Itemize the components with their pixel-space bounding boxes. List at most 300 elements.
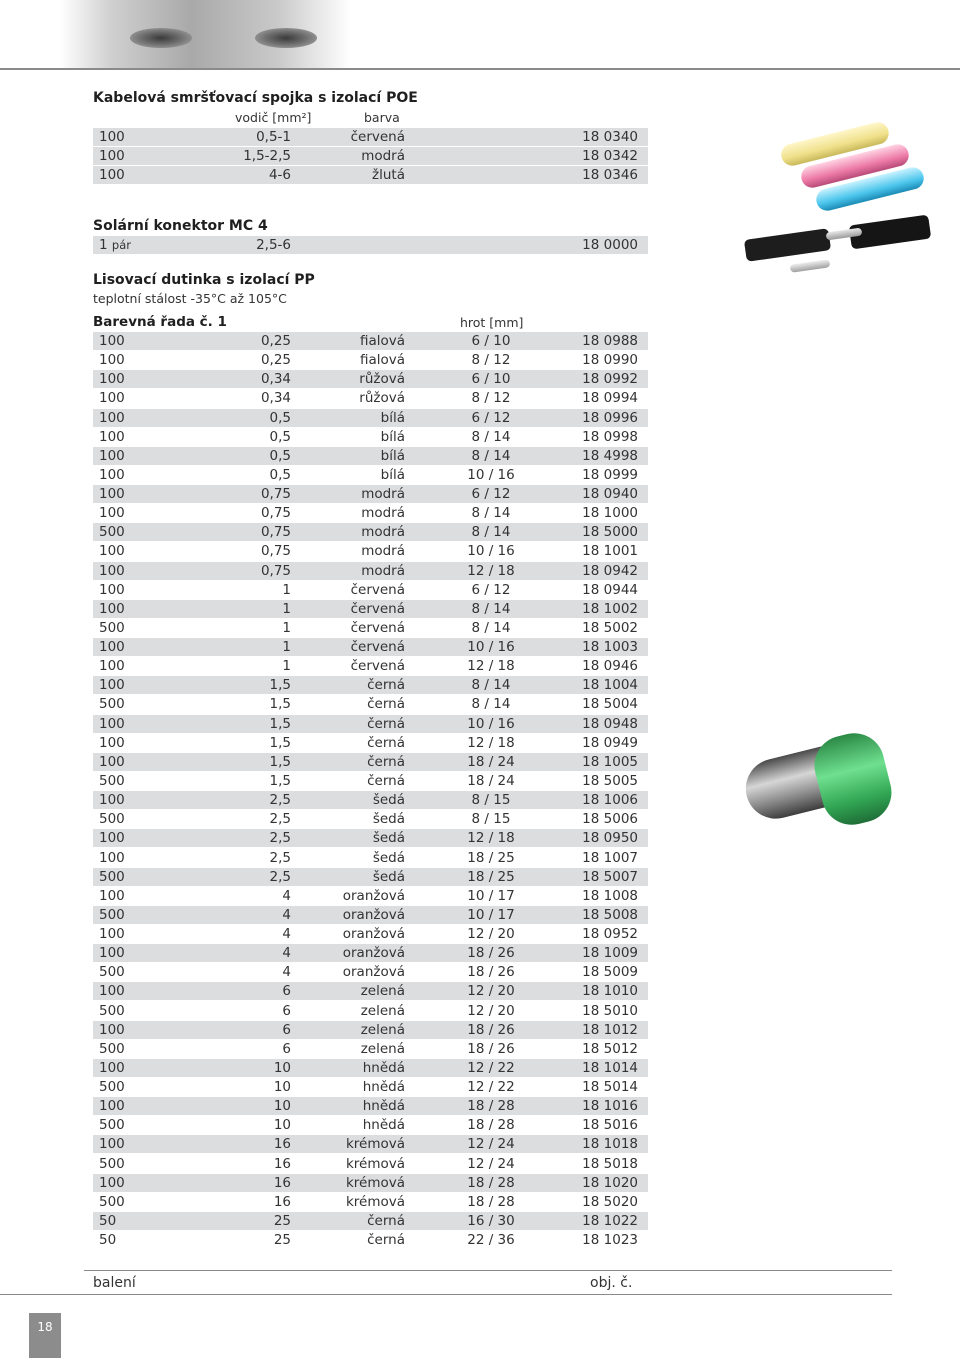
cell-wire-size: 0,5 [269, 428, 291, 445]
cell-tip: 8 / 14 [471, 696, 511, 713]
cell-color: červená [350, 639, 405, 656]
cell-code: 18 5020 [582, 1193, 638, 1210]
table-row [93, 1231, 648, 1249]
cell-code: 18 1010 [582, 983, 638, 1000]
cell-code: 18 1006 [582, 792, 638, 809]
cell-tip: 10 / 16 [467, 639, 515, 656]
cell-tip: 12 / 20 [467, 983, 515, 1000]
cell-qty: 100 [99, 830, 125, 847]
cell-wire-size: 2,5 [269, 849, 291, 866]
page-number: 18 [29, 1313, 61, 1358]
table-row [93, 581, 648, 599]
cell-tip: 18 / 24 [467, 772, 515, 789]
cell-code: 18 0950 [582, 830, 638, 847]
cell-color: oranžová [342, 887, 405, 904]
cell-code: 18 1007 [582, 849, 638, 866]
cell-tip: 6 / 12 [471, 581, 511, 598]
cell-color: bílá [380, 428, 405, 445]
footer-rule-bottom [0, 1294, 892, 1295]
cell-qty: 500 [99, 1193, 125, 1210]
cell-color: zelená [360, 983, 405, 1000]
cell-code: 18 1008 [582, 887, 638, 904]
cell-color: modrá [361, 505, 405, 522]
table-row [93, 638, 648, 656]
cell-qty: 100 [99, 447, 125, 464]
cell-color: oranžová [342, 926, 405, 943]
cell-qty: 500 [99, 906, 125, 923]
cell-color: hnědá [362, 1079, 405, 1096]
cell-color: fialová [359, 352, 405, 369]
table-row [93, 734, 648, 752]
cell-qty: 100 [99, 428, 125, 445]
cell-qty: 100 [99, 148, 125, 164]
cell-code: 18 1000 [582, 505, 638, 522]
cell-wire-size: 1,5 [269, 772, 291, 789]
cell-wire-size: 4 [282, 945, 291, 962]
table-row [93, 1078, 648, 1096]
cell-tip: 18 / 28 [467, 1098, 515, 1115]
cell-wire-size: 16 [273, 1174, 291, 1191]
cell-wire-size: 1,5 [269, 696, 291, 713]
table-row [93, 1174, 648, 1192]
cell-code: 18 0940 [582, 486, 638, 503]
cell-code: 18 0992 [582, 371, 638, 388]
cell-wire-size: 16 [273, 1193, 291, 1210]
cell-qty: 100 [99, 926, 125, 943]
cell-color: šedá [372, 849, 405, 866]
cell-code: 18 1014 [582, 1059, 638, 1076]
section-title-poe: Kabelová smršťovací spojka s izolací POE [93, 90, 418, 106]
cell-code: 18 5012 [582, 1040, 638, 1057]
cell-color: černá [367, 1232, 405, 1249]
table-row [93, 447, 648, 465]
cell-qty: 100 [99, 677, 125, 694]
cell-wire-size: 6 [282, 1002, 291, 1019]
cell-wire-size: 10 [273, 1059, 291, 1076]
section-subtitle-temperature: teplotní stálost -35°C až 105°C [93, 291, 287, 306]
cell-qty: 100 [99, 945, 125, 962]
cell-qty: 500 [99, 1002, 125, 1019]
table-row [93, 147, 648, 165]
cell-color: šedá [372, 792, 405, 809]
cell-color: žlutá [372, 167, 405, 183]
cell-color: fialová [359, 333, 405, 349]
cell-qty: 100 [99, 715, 125, 732]
cell-code: 18 5009 [582, 964, 638, 981]
cell-wire-size: 1 [282, 581, 291, 598]
cell-tip: 8 / 12 [471, 390, 511, 407]
cell-code: 18 5000 [582, 524, 638, 541]
cell-code: 18 1016 [582, 1098, 638, 1115]
cell-wire-size: 2,5 [269, 830, 291, 847]
section-title-mc4: Solární konektor MC 4 [93, 218, 268, 234]
cell-color: bílá [380, 447, 405, 464]
cell-code: 18 0994 [582, 390, 638, 407]
cell-tip: 18 / 28 [467, 1117, 515, 1134]
table-row [93, 485, 648, 503]
cell-wire-size: 0,25 [260, 352, 291, 369]
cell-qty: 500 [99, 1079, 125, 1096]
cell-tip: 10 / 16 [467, 543, 515, 560]
cell-color: šedá [372, 830, 405, 847]
cell-tip: 12 / 20 [467, 1002, 515, 1019]
cell-code: 18 0340 [582, 129, 638, 145]
cell-color: krémová [345, 1193, 405, 1210]
cell-tip: 12 / 22 [467, 1079, 515, 1096]
series-label: Barevná řada č. 1 [93, 314, 227, 330]
cell-qty: 500 [99, 1040, 125, 1057]
cell-qty: 100 [99, 1174, 125, 1191]
cell-wire-size: 6 [282, 1021, 291, 1038]
cell-code: 18 5016 [582, 1117, 638, 1134]
cell-qty: 500 [99, 1117, 125, 1134]
table-row [93, 925, 648, 943]
cell-code: 18 0952 [582, 926, 638, 943]
cell-code: 18 1009 [582, 945, 638, 962]
mc4-size: 2,5-6 [256, 237, 291, 253]
cell-color: oranžová [342, 906, 405, 923]
cell-color: bílá [380, 466, 405, 483]
cell-qty: 100 [99, 371, 125, 388]
cell-code: 18 0988 [582, 333, 638, 349]
cell-code: 18 1001 [582, 543, 638, 560]
cell-qty: 100 [99, 543, 125, 560]
header-rule [0, 68, 960, 70]
cell-tip: 8 / 14 [471, 428, 511, 445]
cell-wire-size: 0,75 [260, 524, 291, 541]
table-row [93, 1212, 648, 1230]
footer-rule-top [84, 1270, 892, 1271]
cell-tip: 12 / 24 [467, 1155, 515, 1172]
cell-code: 18 0942 [582, 562, 638, 579]
table-row [93, 523, 648, 541]
table-row [93, 1021, 648, 1039]
cell-wire-size: 10 [273, 1098, 291, 1115]
mc4-qty: 1 [99, 237, 108, 253]
cell-qty: 100 [99, 486, 125, 503]
table-row [93, 887, 648, 905]
table-row [93, 504, 648, 522]
cell-wire-size: 0,5 [269, 409, 291, 426]
cell-wire-size: 0,75 [260, 543, 291, 560]
cell-code: 18 5008 [582, 906, 638, 923]
cell-tip: 18 / 25 [467, 868, 515, 885]
cell-tip: 10 / 17 [467, 887, 515, 904]
table-row [93, 695, 648, 713]
cell-color: černá [367, 1212, 405, 1229]
cell-tip: 8 / 14 [471, 619, 511, 636]
table-row [93, 715, 648, 733]
cell-code: 18 1023 [582, 1232, 638, 1249]
cell-wire-size: 0,34 [260, 390, 291, 407]
table-row [93, 1135, 648, 1153]
cell-wire-size: 0,75 [260, 562, 291, 579]
cell-tip: 8 / 14 [471, 600, 511, 617]
cell-wire-size: 0,34 [260, 371, 291, 388]
cell-color: modrá [361, 562, 405, 579]
left-eye-shape [130, 28, 192, 48]
cell-wire-size: 1 [282, 619, 291, 636]
cell-color: černá [367, 734, 405, 751]
cell-qty: 100 [99, 983, 125, 1000]
cell-color: černá [367, 696, 405, 713]
cell-tip: 12 / 20 [467, 926, 515, 943]
cell-code: 18 0990 [582, 352, 638, 369]
cell-qty: 100 [99, 352, 125, 369]
cell-tip: 8 / 14 [471, 677, 511, 694]
cell-code: 18 0996 [582, 409, 638, 426]
cell-tip: 18 / 26 [467, 1040, 515, 1057]
cell-tip: 18 / 26 [467, 964, 515, 981]
cell-tip: 6 / 10 [471, 371, 511, 388]
mc4-unit: pár [111, 238, 131, 252]
cell-color: červená [350, 600, 405, 617]
table-row [93, 772, 648, 790]
cell-qty: 500 [99, 868, 125, 885]
cell-qty: 50 [99, 1212, 117, 1229]
cell-tip: 12 / 18 [467, 830, 515, 847]
cell-code: 18 5006 [582, 811, 638, 828]
cell-code: 18 0999 [582, 466, 638, 483]
cell-qty: 100 [99, 167, 125, 183]
cell-qty: 500 [99, 772, 125, 789]
col-header-barva: barva [364, 110, 400, 125]
cell-qty: 500 [99, 524, 125, 541]
cell-wire-size: 0,25 [260, 333, 291, 349]
cell-color: červená [350, 619, 405, 636]
cell-color: červená [350, 581, 405, 598]
cell-wire-size: 0,5 [269, 447, 291, 464]
cell-code: 18 1005 [582, 753, 638, 770]
cell-qty: 100 [99, 562, 125, 579]
cell-color: šedá [372, 811, 405, 828]
cell-wire-size: 16 [273, 1155, 291, 1172]
cell-code: 18 0944 [582, 581, 638, 598]
cell-qty: 100 [99, 390, 125, 407]
cell-wire-size: 4 [282, 964, 291, 981]
cell-color: oranžová [342, 964, 405, 981]
cell-wire-size: 4-6 [268, 167, 291, 183]
cell-wire-size: 4 [282, 926, 291, 943]
cell-qty: 500 [99, 1155, 125, 1172]
cell-color: červená [350, 129, 405, 145]
cell-tip: 10 / 16 [467, 715, 515, 732]
cell-wire-size: 25 [273, 1232, 291, 1249]
table-row [93, 542, 648, 560]
cell-wire-size: 16 [273, 1136, 291, 1153]
cell-color: zelená [360, 1021, 405, 1038]
cell-tip: 22 / 36 [467, 1232, 515, 1249]
cell-qty: 100 [99, 792, 125, 809]
cell-code: 18 1003 [582, 639, 638, 656]
cell-color: krémová [345, 1155, 405, 1172]
cell-wire-size: 0,5 [269, 466, 291, 483]
table-row [93, 829, 648, 847]
cell-wire-size: 10 [273, 1079, 291, 1096]
table-row [93, 657, 648, 675]
cell-wire-size: 1,5 [269, 677, 291, 694]
cell-tip: 16 / 30 [467, 1212, 515, 1229]
table-row [93, 370, 648, 388]
cell-wire-size: 1,5 [269, 753, 291, 770]
cell-wire-size: 2,5 [269, 868, 291, 885]
cell-qty: 100 [99, 753, 125, 770]
table-row [93, 562, 648, 580]
cell-color: hnědá [362, 1059, 405, 1076]
cell-color: růžová [359, 371, 405, 388]
cell-qty: 100 [99, 849, 125, 866]
cell-wire-size: 1,5-2,5 [243, 148, 291, 164]
table-row [93, 409, 648, 427]
table-row [93, 1193, 648, 1211]
cell-wire-size: 2,5 [269, 811, 291, 828]
cell-color: modrá [361, 524, 405, 541]
table-row [93, 810, 648, 828]
cell-qty: 500 [99, 964, 125, 981]
cell-tip: 10 / 17 [467, 906, 515, 923]
table-row [93, 389, 648, 407]
cell-tip: 18 / 28 [467, 1193, 515, 1210]
cell-color: zelená [360, 1002, 405, 1019]
cell-code: 18 0346 [582, 167, 638, 183]
cell-tip: 8 / 15 [471, 792, 511, 809]
cell-qty: 100 [99, 639, 125, 656]
cell-color: krémová [345, 1136, 405, 1153]
cell-qty: 500 [99, 696, 125, 713]
cell-color: růžová [359, 390, 405, 407]
table-row [93, 1002, 648, 1020]
footer-label-baleni: balení [93, 1275, 136, 1291]
cell-qty: 100 [99, 1059, 125, 1076]
table-row [93, 753, 648, 771]
cell-qty: 100 [99, 1136, 125, 1153]
cell-code: 18 1002 [582, 600, 638, 617]
cell-code: 18 5004 [582, 696, 638, 713]
table-row [93, 619, 648, 637]
cell-tip: 12 / 22 [467, 1059, 515, 1076]
cell-wire-size: 1,5 [269, 734, 291, 751]
mc4-code: 18 0000 [582, 237, 638, 253]
cell-color: černá [367, 677, 405, 694]
cell-code: 18 5002 [582, 619, 638, 636]
cell-color: černá [367, 753, 405, 770]
cell-qty: 100 [99, 581, 125, 598]
header-face-photo [60, 0, 350, 68]
cell-code: 18 5005 [582, 772, 638, 789]
cell-tip: 12 / 18 [467, 734, 515, 751]
cell-qty: 500 [99, 811, 125, 828]
cell-qty: 100 [99, 466, 125, 483]
cell-wire-size: 6 [282, 983, 291, 1000]
cell-qty: 50 [99, 1232, 117, 1249]
table-row [93, 428, 648, 446]
cell-tip: 8 / 12 [471, 352, 511, 369]
table-row [93, 1097, 648, 1115]
cell-code: 18 1004 [582, 677, 638, 694]
cell-wire-size: 25 [273, 1212, 291, 1229]
table-row [93, 906, 648, 924]
cell-qty: 100 [99, 658, 125, 675]
cell-tip: 8 / 14 [471, 524, 511, 541]
cell-code: 18 0949 [582, 734, 638, 751]
table-row [93, 236, 648, 254]
cell-wire-size: 0,5-1 [256, 129, 291, 145]
table-row [93, 128, 648, 146]
cell-code: 18 1022 [582, 1212, 638, 1229]
cell-code: 18 5014 [582, 1079, 638, 1096]
col-header-vodic: vodič [mm²] [235, 110, 312, 125]
cell-tip: 12 / 24 [467, 1136, 515, 1153]
cell-qty: 100 [99, 1021, 125, 1038]
table-row [93, 868, 648, 886]
table-row [93, 1040, 648, 1058]
table-row [93, 791, 648, 809]
cell-tip: 8 / 14 [471, 505, 511, 522]
footer-label-obj: obj. č. [590, 1275, 633, 1291]
cell-qty: 100 [99, 887, 125, 904]
cell-qty: 100 [99, 505, 125, 522]
table-row [93, 332, 648, 350]
cell-code: 18 5007 [582, 868, 638, 885]
cell-wire-size: 2,5 [269, 792, 291, 809]
cell-qty: 100 [99, 333, 125, 349]
cell-tip: 10 / 16 [467, 466, 515, 483]
cell-tip: 8 / 15 [471, 811, 511, 828]
cell-color: krémová [345, 1174, 405, 1191]
cell-code: 18 0948 [582, 715, 638, 732]
cell-code: 18 1012 [582, 1021, 638, 1038]
cell-qty: 100 [99, 409, 125, 426]
cell-wire-size: 1,5 [269, 715, 291, 732]
cell-wire-size: 1 [282, 639, 291, 656]
cell-code: 18 0342 [582, 148, 638, 164]
cell-wire-size: 4 [282, 906, 291, 923]
cell-wire-size: 0,75 [260, 505, 291, 522]
table-row [93, 1116, 648, 1134]
cell-color: černá [367, 715, 405, 732]
table-row [93, 676, 648, 694]
table-row [93, 944, 648, 962]
table-row [93, 1155, 648, 1173]
col-header-hrot: hrot [mm] [460, 315, 524, 330]
cell-qty: 100 [99, 734, 125, 751]
cell-color: modrá [361, 543, 405, 560]
cell-wire-size: 6 [282, 1040, 291, 1057]
cell-code: 18 0998 [582, 428, 638, 445]
cell-wire-size: 0,75 [260, 486, 291, 503]
cell-color: červená [350, 658, 405, 675]
table-row [93, 466, 648, 484]
cell-code: 18 5010 [582, 1002, 638, 1019]
cell-color: hnědá [362, 1098, 405, 1115]
cell-tip: 6 / 10 [471, 333, 511, 349]
table-row [93, 351, 648, 369]
cell-color: šedá [372, 868, 405, 885]
cell-wire-size: 1 [282, 600, 291, 617]
cell-color: oranžová [342, 945, 405, 962]
cell-tip: 12 / 18 [467, 658, 515, 675]
table-row [93, 600, 648, 618]
cell-wire-size: 4 [282, 887, 291, 904]
cell-tip: 18 / 25 [467, 849, 515, 866]
table-row [93, 166, 648, 184]
cell-code: 18 5018 [582, 1155, 638, 1172]
table-row [93, 849, 648, 867]
cell-qty: 100 [99, 1098, 125, 1115]
cell-color: hnědá [362, 1117, 405, 1134]
cell-tip: 18 / 26 [467, 945, 515, 962]
cell-tip: 18 / 24 [467, 753, 515, 770]
